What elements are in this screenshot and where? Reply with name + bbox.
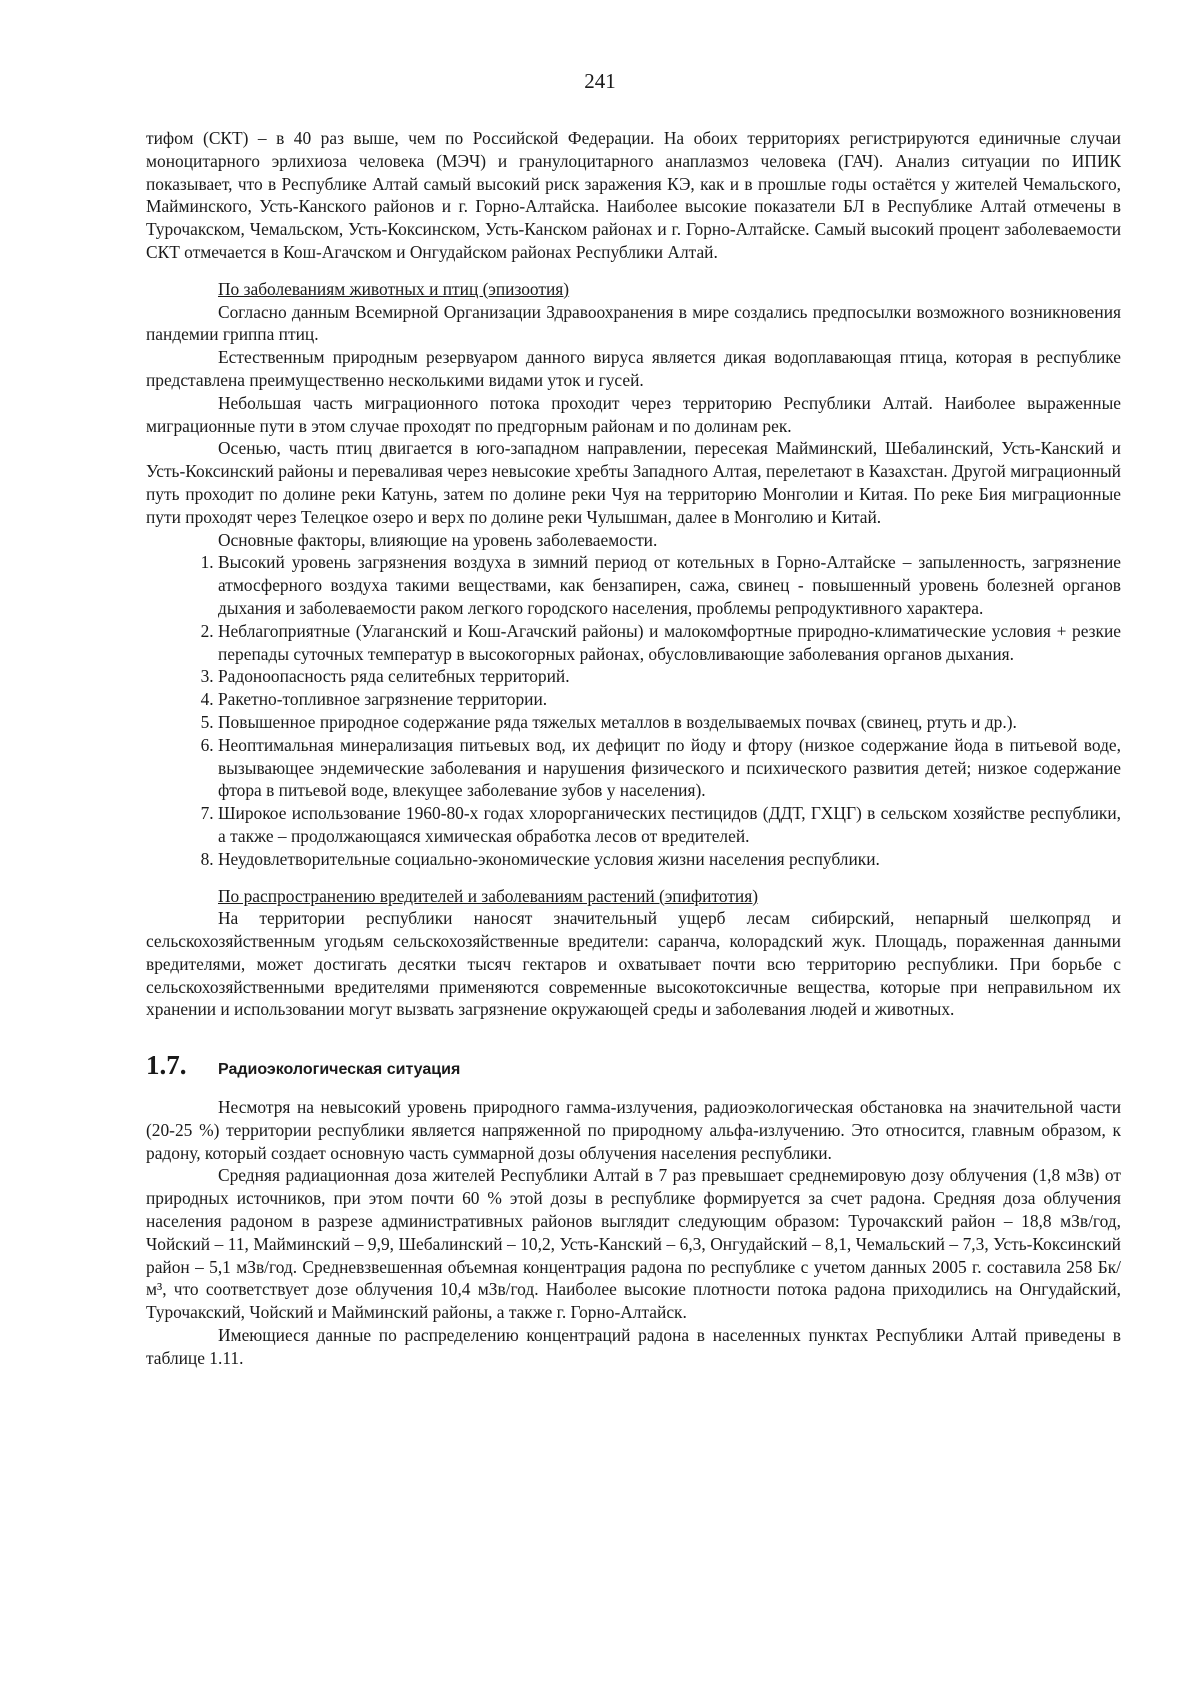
section-heading [146, 1050, 1121, 1082]
body-paragraph: Имеющиеся данные по распределению концентраций радона в населенных пунктах Республики Алтай приведены в таблице 1.11. [146, 1325, 1121, 1368]
list-item: 4. Ракетно-топливное загрязнение территории. [218, 688, 1121, 711]
factors-list [146, 551, 1121, 870]
list-item: 3. Радоноопасность ряда селитебных территорий. [218, 665, 1121, 688]
page-content [146, 127, 1121, 1370]
body-paragraph: На территории республики наносят значительный ущерб лесам сибирский, непарный шелкопряд и сельскохозяйственным угодьям сельскохозяйственные вредители: саранча, колорадский жук. Площадь, пораженная данными вредителями, может достигать десятки тысяч гектаров и охватывает почти всю территорию республики. При борьбе с сельскохозяйственными вредителями применяются современные высокотоксичные вещества, которые при неправильном их хранении и использовании могут вызвать загрязнение окружающей среды и заболевания людей и животных. [146, 908, 1121, 1020]
section-number: 1.7. [146, 1050, 187, 1081]
body-paragraph: Средняя радиационная доза жителей Республики Алтай в 7 раз превышает среднемировую дозу облучения (1,8 мЗв) от природных источников, при этом почти 60 % этой дозы в республике формируется за счет радона. Средняя доза облучения населения радоном в разрезе административных районов выглядит следующим образом: Турочакский район – 18,8 мЗв/год, Чойский – 11, Майминский – 9,9, Шебалинский – 10,2, Усть-Канский – 6,3, Онгудайский – 8,1, Чемальский – 7,3, Усть-Коксинский район – 5,1 мЗв/год. Средневзвешенная объемная концентрация радона по республике с учетом данных 2005 г. составила 258 Бк/м³, что соответствует дозе облучения 10,4 мЗв/год. Наиболее высокие плотности потока радона приходились на Онгудайский, Турочакский, Чойский и Майминский районы, а также г. Горно-Алтайск. [146, 1165, 1121, 1323]
body-paragraph: Согласно данным Всемирной Организации Здравоохранения в мире создались предпосылки возможного возникновения пандемии гриппа птиц. [146, 301, 1121, 345]
page-number: 241 [584, 69, 616, 93]
body-paragraph: Несмотря на невысокий уровень природного гамма-излучения, радиоэкологическая обстановка на значительной части (20-25 %) территории республики является напряженной по природному альфа-излучению. Это относится, главным образом, к радону, который создает основную часть суммарной дозы облучения населения республики. [146, 1097, 1121, 1163]
section-title: Радиоэкологическая ситуация [218, 1061, 461, 1079]
epizootic-heading: По заболеваниям животных и птиц (эпизоотия) [218, 278, 570, 299]
body-paragraph: Естественным природным резервуаром данного вируса является дикая водоплавающая птица, которая в республике представлена преимущественно несколькими видами уток и гусей. [146, 347, 1121, 390]
list-item: 1. Высокий уровень загрязнения воздуха в зимний период от котельных в Горно-Алтайске – запыленность, загрязнение атмосферного воздуха такими веществами, как бензапирен, сажа, свинец - повышенный уровень болезней органов дыхания и заболеваемости раком легкого городского населения, проблемы репродуктивного характера. [218, 551, 1121, 619]
epiphytotic-heading: По распространению вредителей и заболеваниям растений (эпифитотия) [218, 885, 759, 906]
intro-paragraph: тифом (СКТ) – в 40 раз выше, чем по Российской Федерации. На обоих территориях регистрируются единичные случаи моноцитарного эрлихиоза человека (МЭЧ) и гранулоцитарного анаплазмоз человека (ГАЧ). Анализ ситуации по ИПИК показывает, что в Республике Алтай самый высокий риск заражения КЭ, как и в прошлые годы остаётся у жителей Чемальского, Майминского, Усть-Канского районов и г. Горно-Алтайска. Наиболее высокие показатели БЛ в Республике Алтай отмечены в Турочакском, Чемальском, Усть-Коксинском, Усть-Канском районах и г. Горно-Алтайске. Самый высокий процент заболеваемости СКТ отмечается в Кош-Агачском и Онгудайском районах Республики Алтай. [146, 128, 1121, 262]
list-item: 6. Неоптимальная минерализация питьевых вод, их дефицит по йоду и фтору (низкое содержание йода в питьевой воде, вызывающее эндемические заболевания и нарушения физического и психического развития детей; низкое содержание фтора в питьевой воде, влекущее заболевание зубов у населения). [218, 734, 1121, 802]
list-item: 5. Повышенное природное содержание ряда тяжелых металлов в возделываемых почвах (свинец, ртуть и др.). [218, 711, 1121, 734]
body-paragraph: Основные факторы, влияющие на уровень заболеваемости. [218, 529, 658, 550]
body-paragraph: Небольшая часть миграционного потока проходит через территорию Республики Алтай. Наиболее выраженные миграционные пути в этом случае проходят по предгорным районам и по долинам рек. [146, 392, 1121, 436]
list-item: 7. Широкое использование 1960-80-х годах хлорорганических пестицидов (ДДТ, ГХЦГ) в сельском хозяйстве республики, а также – продолжающаяся химическая обработка лесов от вредителей. [218, 802, 1121, 848]
body-paragraph: Осенью, часть птиц двигается в юго-западном направлении, пересекая Майминский, Шебалинский, Усть-Канский и Усть-Коксинский районы и переваливая через невысокие хребты Западного Алтая, перелетают в Казахстан. Другой миграционный путь проходит по долине реки Катунь, затем по долине реки Чуя на территорию Монголии и Китая. По реке Бия миграционные пути проходят через Телецкое озеро и верх по долине реки Чулышман, далее в Монголию и Китай. [146, 438, 1121, 527]
list-item: 8. Неудовлетворительные социально-экономические условия жизни населения республики. [218, 848, 1121, 871]
list-item: 2. Неблагоприятные (Улаганский и Кош-Агачский районы) и малокомфортные природно-климатические условия + резкие перепады суточных температур в высокогорных районах, обусловливающие заболевания органов дыхания. [218, 620, 1121, 666]
